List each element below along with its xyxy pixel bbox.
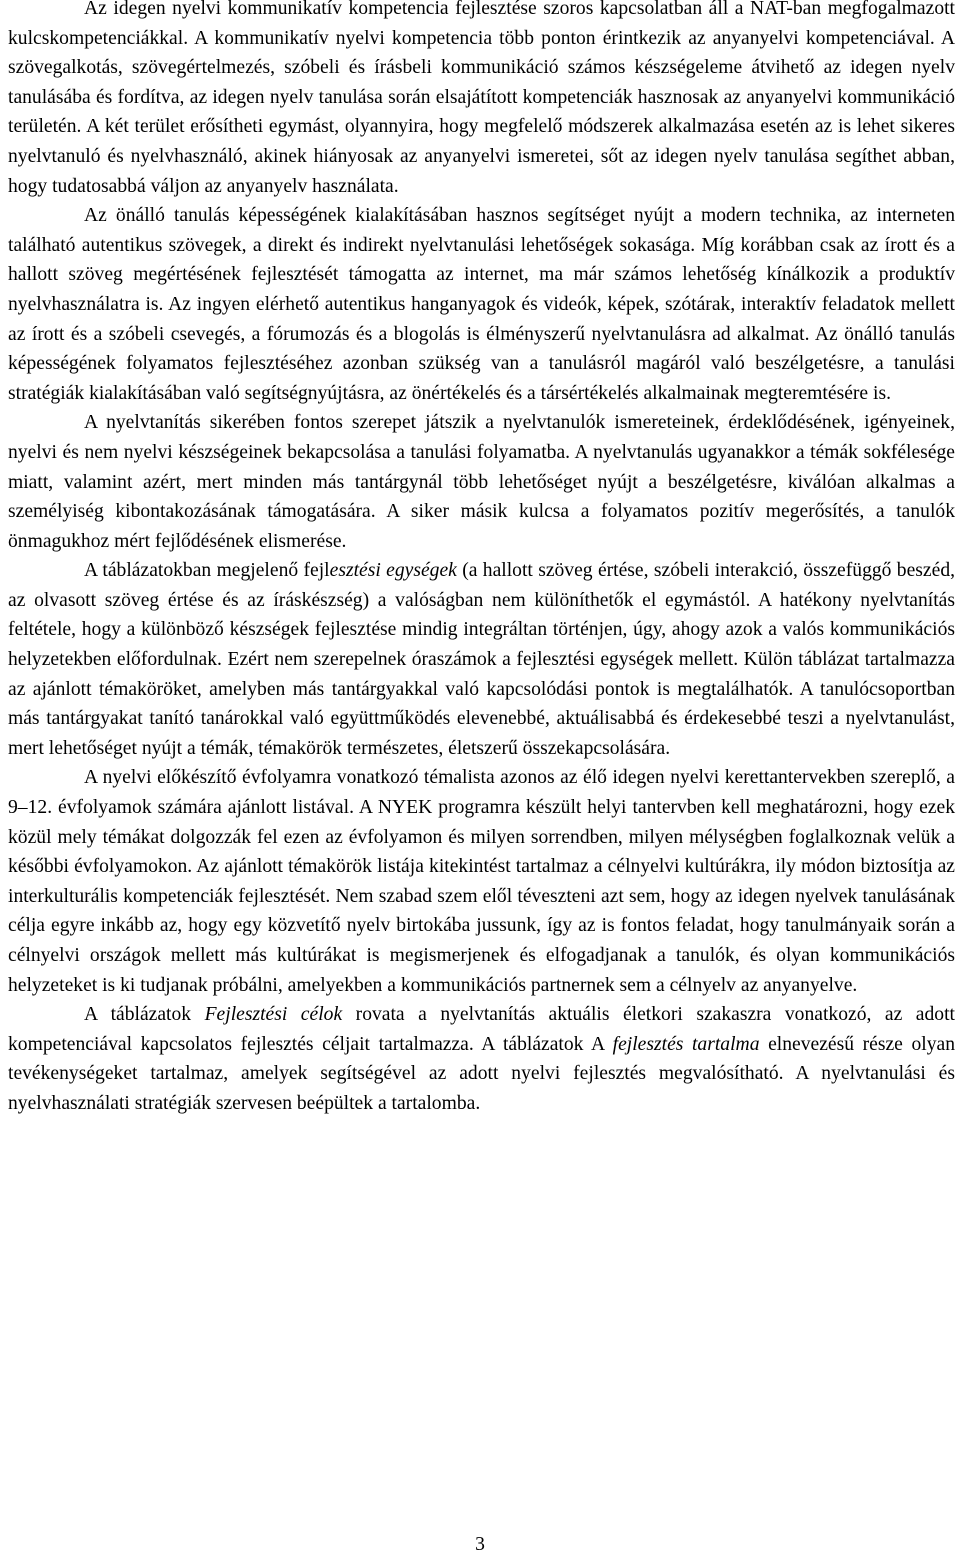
paragraph-5 (8, 763, 955, 1000)
document-body (8, 0, 955, 1119)
paragraph-4-text-end: (a hallott szöveg értése, szóbeli interakció, összefüggő beszéd, az olvasott szöveg értése és az íráskészség) a valóságban nem különíthetők el egymástól. A hatékony nyelvtanítás feltétele, hogy a különböző készségek fejlesztése mindig integráltan történjen, úgy, ahogy azok a valós kommunikációs helyzetekben előfordulnak. Ezért nem szerepelnek óraszámok a fejlesztési egységek mellett. Külön táblázat tartalmazza az ajánlott témaköröket, amelyben más tantárgyakkal való kapcsolódási pontok is megtalálhatók. A tanulócsoportban más tantárgyakat tanító tanárokkal való együttműködés elevenebbé, aktuálisabbá és érdekesebbé teszi a nyelvtanulást, mert lehetőséget nyújt a témák, témakörök természetes, életszerű összekapcsolására. (8, 560, 956, 759)
paragraph-4-italic-term: esztési egységek (329, 560, 457, 582)
paragraph-2 (8, 201, 955, 408)
paragraph-2-text: Az önálló tanulás képességének kialakításában hasznos segítséget nyújt a modern technika, az interneten található autentikus szövegek, a direkt és indirekt nyelvtanulási lehetőségek sokasága. Míg korábban csak az írott és a hallott szöveg megértésének fejlesztését támogatta az internet, ma már számos lehetőség kínálkozik a produktív nyelvhasználatra is. Az ingyen elérhető autentikus hanganyagok és videók, képek, szótárak, interaktív feladatok mellett az írott és a szóbeli csevegés, a fórumozás és a blogolás is élményszerű nyelvtanulásra ad alkalmat. Az önálló tanulás képességének folyamatos fejlesztéséhez azonban szükség van a tanulásról magáról való beszélgetésre, a tanulási stratégiák kialakításában való segítségnyújtásra, az önértékelés és a társértékelés alkalmainak megteremtésére is. (8, 205, 955, 404)
paragraph-6-italic-fejlesztes-tartalma: fejlesztés tartalma (612, 1033, 760, 1055)
paragraph-6-text-start: A táblázatok (84, 1004, 205, 1026)
paragraph-4 (8, 556, 955, 763)
paragraph-6-italic-fejlesztesi-celok: Fejlesztési célok (204, 1004, 343, 1026)
paragraph-6-text-middle: rovata a nyelvtanítás aktuális életkori szakaszra vonatkozó, az adott kompetenciával kapcsolatos fejlesztés céljait tartalmazza. A táblázatok A (8, 1004, 955, 1055)
paragraph-5-text: A nyelvi előkészítő évfolyamra vonatkozó témalista azonos az élő idegen nyelvi kerettantervekben szereplő, a 9–12. évfolyamok számára ajánlott listával. A NYEK programra készült helyi tantervben kell meghatározni, hogy ezek közül mely témákat dolgozzák fel ezen az évfolyamon és milyen sorrendben, milyen mélységben foglalkoznak velük a későbbi évfolyamokon. Az ajánlott témakörök listája kitekintést tartalmaz a célnyelvi kultúrákra, ily módon biztosítja az interkulturális kompetenciák fejlesztését. Nem szabad szem elől téveszteni azt sem, hogy az idegen nyelvek tanulásának célja egyre inkább az, hogy egy közvetítő nyelv birtokába jussunk, így az is fontos feladat, hogy tanulmányaik során a célnyelvi országok mellett más kultúrákat is megismerjenek és elfogadjanak a tanulók, és olyan kommunikációs helyzeteket is ki tudjanak próbálni, amelyekben a kommunikációs partnernek sem a célnyelv az anyanyelve. (8, 767, 955, 996)
paragraph-4-text-start: A táblázatokban megjelenő fejl (84, 560, 330, 582)
paragraph-3-text: A nyelvtanítás sikerében fontos szerepet játszik a nyelvtanulók ismereteinek, érdeklődésének, igényeinek, nyelvi és nem nyelvi készségeinek bekapcsolása a tanulási folyamatba. A nyelvtanulás ugyanakkor a témák sokfélesége miatt, valamint azért, mert minden más tantárgynál több lehetőséget nyújt a beszélgetésre, kiválóan alkalmas a személyiség kibontakozásának támogatására. A siker másik kulcsa a folyamatos pozitív megerősítés, a tanulók önmagukhoz mért fejlődésének elismerése. (8, 412, 955, 552)
paragraph-1-text: Az idegen nyelvi kommunikatív kompetencia fejlesztése szoros kapcsolatban áll a NAT-ban megfogalmazott kulcskompetenciákkal. A kommunikatív nyelvi kompetencia több ponton érintkezik az anyanyelvi kompetenciával. A szövegalkotás, szövegértelmezés, szóbeli és írásbeli kommunikáció számos készségeleme átvihető az idegen nyelv tanulásába és fordítva, az idegen nyelv tanulása során elsajátított kompetenciák hasznosak az anyanyelvi kommunikáció területén. A két terület erősítheti egymást, olyannyira, hogy megfelelő módszerek alkalmazása esetén az is lehet sikeres nyelvtanuló és nyelvhasználó, akinek hiányosak az anyanyelvi ismeretei, sőt az idegen nyelv tanulása segíthet abban, hogy tudatosabbá váljon az anyanyelv használata. (8, 0, 955, 197)
paragraph-1 (8, 0, 955, 201)
paragraph-6 (8, 1000, 955, 1118)
paragraph-6-text-end: elnevezésű része olyan tevékenységeket tartalmaz, amelyek segítségével az adott nyelvi fejlesztés megvalósítható. A nyelvtanulási és nyelvhasználati stratégiák szervesen beépültek a tartalomba. (8, 1033, 956, 1114)
page-number: 3 (475, 1534, 485, 1555)
paragraph-3 (8, 408, 955, 556)
